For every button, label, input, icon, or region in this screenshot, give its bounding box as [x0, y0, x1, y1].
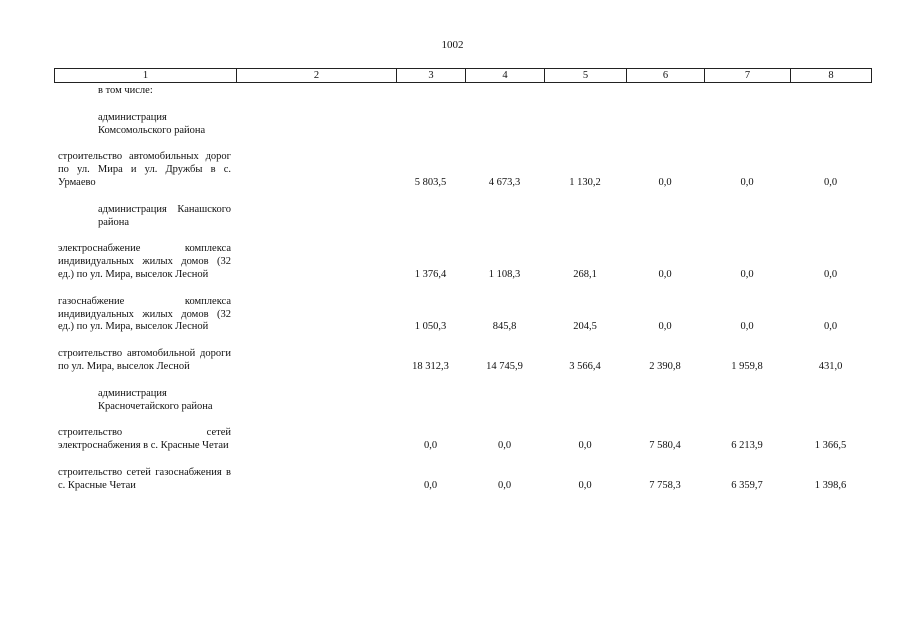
row-spacer — [54, 374, 871, 388]
table-row — [54, 243, 871, 281]
item-description: строительство сетей электроснабжения в с. Красные Четаи — [58, 427, 231, 452]
table-row — [54, 296, 871, 334]
value-cell-col-5 — [544, 204, 626, 230]
row-spacer — [54, 137, 871, 151]
value-cell-col-4: 1 108,3 — [488, 268, 521, 280]
value-cell-col-7: 0,0 — [740, 176, 754, 188]
value-cell-col-7: 0,0 — [740, 268, 754, 280]
column-header-1: 1 — [55, 69, 237, 83]
empty-cell — [236, 204, 396, 230]
column-header-5: 5 — [545, 69, 627, 83]
organization-name: администрация Красночетайского района — [98, 387, 213, 412]
value-cell-col-5 — [544, 85, 626, 98]
row-spacer — [54, 98, 871, 112]
value-cell-col-5: 268,1 — [573, 268, 597, 280]
value-cell-col-4: 14 745,9 — [486, 360, 523, 372]
row-description-cell — [54, 467, 236, 493]
value-cell-col-5: 0,0 — [578, 479, 592, 491]
value-cell-col-6 — [626, 85, 704, 98]
value-cell-col-3: 5 803,5 — [414, 176, 447, 188]
empty-cell — [236, 112, 396, 138]
column-header-4: 4 — [466, 69, 545, 83]
value-cell-col-7: 1 959,8 — [731, 360, 763, 372]
value-cell-col-6: 0,0 — [658, 268, 672, 280]
organization-row — [54, 388, 871, 414]
value-cell-col-3 — [396, 112, 465, 138]
value-cell-col-5 — [544, 112, 626, 138]
header-row — [55, 69, 872, 83]
column-header-3: 3 — [397, 69, 466, 83]
row-description-cell — [54, 243, 236, 281]
organization-name: администрация Комсомольского района — [98, 111, 206, 136]
organization-name: в том числе: — [98, 85, 153, 96]
row-spacer — [54, 229, 871, 243]
row-description-cell — [54, 204, 236, 230]
value-cell-col-6 — [626, 112, 704, 138]
value-cell-col-5: 1 130,2 — [569, 176, 601, 188]
row-description-cell — [54, 151, 236, 189]
value-cell-col-8 — [790, 388, 871, 414]
value-cell-col-4: 4 673,3 — [488, 176, 521, 188]
value-cell-col-8: 431,0 — [818, 360, 843, 372]
value-cell-col-7 — [704, 388, 790, 414]
value-cell-col-6: 0,0 — [658, 321, 672, 333]
value-cell-col-7: 0,0 — [740, 321, 754, 333]
value-cell-col-3 — [396, 85, 465, 98]
value-cell-col-8 — [790, 204, 871, 230]
value-cell-col-4 — [465, 388, 544, 414]
value-cell-col-3: 1 376,4 — [414, 268, 447, 280]
value-cell-col-5 — [544, 388, 626, 414]
value-cell-col-6: 2 390,8 — [649, 360, 681, 372]
empty-cell — [236, 467, 396, 493]
value-cell-col-5: 204,5 — [573, 321, 597, 333]
page-number: 1002 — [441, 39, 464, 51]
column-header-6: 6 — [627, 69, 705, 83]
value-cell-col-4: 0,0 — [497, 479, 512, 491]
column-number-header — [54, 68, 872, 83]
empty-cell — [236, 243, 396, 281]
value-cell-col-5: 3 566,4 — [569, 360, 601, 372]
value-cell-col-7: 6 359,7 — [731, 479, 763, 491]
value-cell-col-6: 7 758,3 — [649, 479, 681, 491]
value-cell-col-8: 0,0 — [823, 176, 838, 188]
value-cell-col-8 — [790, 85, 871, 98]
row-spacer — [54, 334, 871, 348]
empty-cell — [236, 85, 396, 98]
value-cell-col-4: 0,0 — [497, 440, 512, 452]
value-cell-col-4: 845,8 — [492, 321, 517, 333]
empty-cell — [236, 388, 396, 414]
value-cell-col-7 — [704, 204, 790, 230]
value-cell-col-8: 1 398,6 — [814, 479, 847, 491]
row-description-cell — [54, 85, 236, 98]
empty-cell — [236, 151, 396, 189]
organization-name: администрация Канашского района — [98, 203, 231, 228]
row-spacer — [54, 190, 871, 204]
value-cell-col-3: 18 312,3 — [412, 360, 449, 372]
column-header-7: 7 — [705, 69, 791, 83]
empty-cell — [236, 427, 396, 453]
value-cell-col-7: 6 213,9 — [731, 440, 763, 452]
value-cell-col-6: 0,0 — [658, 176, 672, 188]
row-spacer — [54, 282, 871, 296]
value-cell-col-8: 0,0 — [823, 268, 838, 280]
row-spacer — [54, 453, 871, 467]
organization-row — [54, 112, 871, 138]
item-description: строительство сетей газоснабжения в с. Красные Четаи — [58, 466, 231, 491]
value-cell-col-3: 1 050,3 — [414, 321, 447, 333]
empty-cell — [236, 296, 396, 334]
row-description-cell — [54, 112, 236, 138]
column-header-2: 2 — [237, 69, 397, 83]
item-description: газоснабжение комплекса индивидуальных жилых домов (32 ед.) по ул. Мира, выселок Лесной — [58, 295, 231, 333]
value-cell-col-7 — [704, 85, 790, 98]
value-cell-col-8: 0,0 — [823, 321, 838, 333]
value-cell-col-6 — [626, 204, 704, 230]
item-description: строительство автомобильной дороги по ул. Мира, выселок Лесной — [58, 348, 231, 372]
empty-cell — [236, 348, 396, 374]
row-spacer — [54, 413, 871, 427]
value-cell-col-5: 0,0 — [578, 440, 592, 452]
value-cell-col-4 — [465, 85, 544, 98]
row-description-cell — [54, 427, 236, 453]
value-cell-col-4 — [465, 204, 544, 230]
table-row — [54, 427, 871, 453]
value-cell-col-4 — [465, 112, 544, 138]
column-header-8: 8 — [791, 69, 872, 83]
item-description: электроснабжение комплекса индивидуальных жилых домов (32 ед.) по ул. Мира, выселок Лесной — [58, 243, 231, 280]
row-description-cell — [54, 388, 236, 414]
row-description-cell — [54, 296, 236, 334]
value-cell-col-8: 1 366,5 — [814, 440, 847, 452]
table-row — [54, 348, 871, 374]
value-cell-col-6: 7 580,4 — [649, 440, 681, 452]
organization-row — [54, 204, 871, 230]
value-cell-col-7 — [704, 112, 790, 138]
value-cell-col-3: 0,0 — [423, 479, 438, 491]
value-cell-col-3 — [396, 388, 465, 414]
budget-table-body — [54, 85, 871, 493]
organization-row — [54, 85, 871, 98]
value-cell-col-6 — [626, 388, 704, 414]
item-description: строительство автомобильных дорог по ул. Мира и ул. Дружбы в с. Урмаево — [58, 151, 231, 188]
table-row — [54, 151, 871, 189]
value-cell-col-3 — [396, 204, 465, 230]
value-cell-col-3: 0,0 — [423, 440, 438, 452]
value-cell-col-8 — [790, 112, 871, 138]
table-row — [54, 467, 871, 493]
row-description-cell — [54, 348, 236, 374]
